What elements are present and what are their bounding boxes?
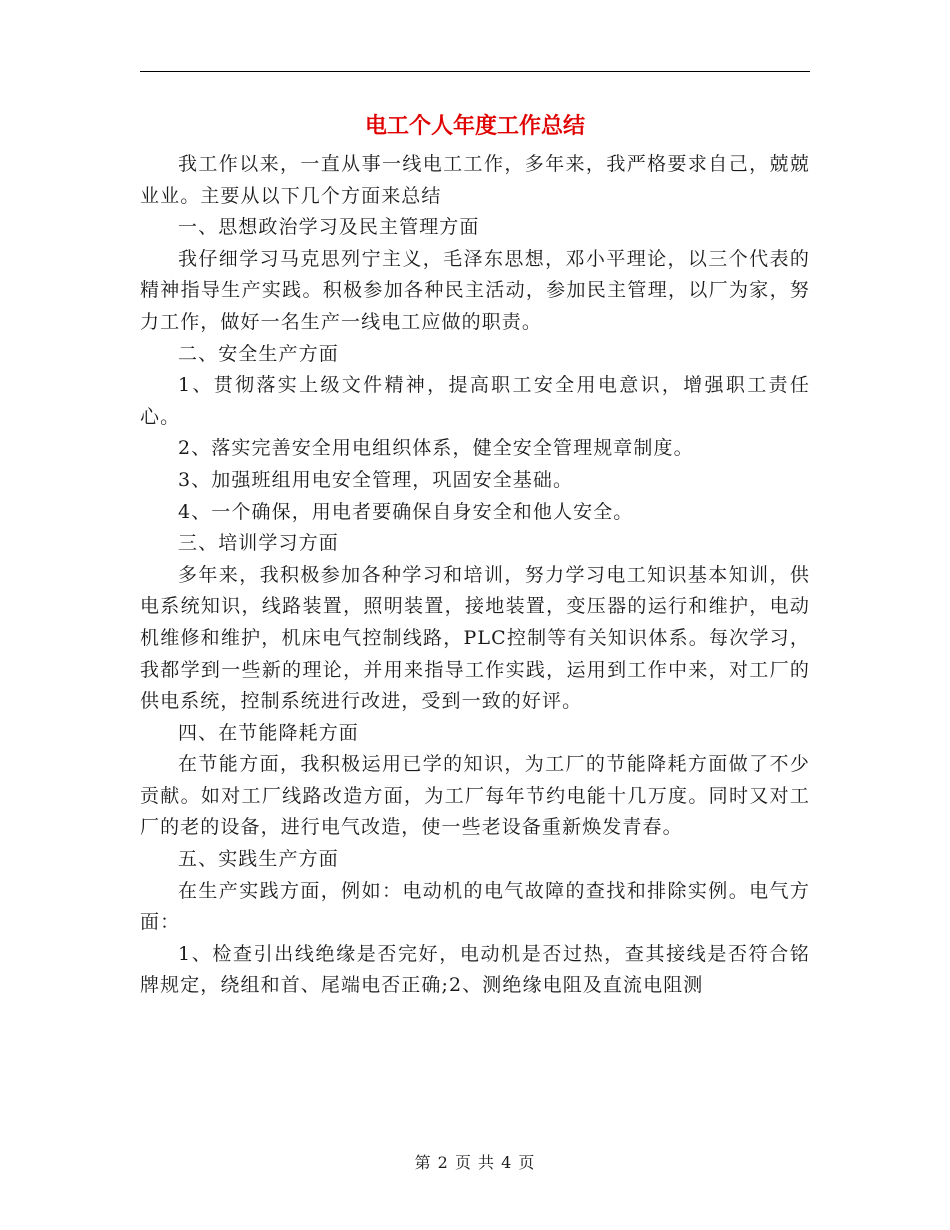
body-paragraph: 在生产实践方面，例如：电动机的电气故障的查找和排除实例。电气方面：: [140, 879, 810, 934]
list-item: 3、加强班组用电安全管理，巩固安全基础。: [178, 468, 574, 491]
body-paragraph: 1、检查引出线绝缘是否完好，电动机是否过热，查其接线是否符合铭牌规定，绕组和首、尾端电否正确;2、测绝缘电阻及直流电阻测: [140, 942, 810, 997]
list-item: 1、贯彻落实上级文件精神，提高职工安全用电意识，增强职工责任心。: [140, 374, 810, 428]
intro-paragraph: 我工作以来，一直从事一线电工工作，多年来，我严格要求自己，兢兢业业。主要从以下几个方面来总结: [140, 153, 810, 207]
section-heading-5: 五、实践生产方面: [178, 848, 339, 871]
section-heading-1: 一、思想政治学习及民主管理方面: [178, 216, 480, 239]
section-heading-2: 二、安全生产方面: [178, 342, 339, 365]
section-heading-4: 四、在节能降耗方面: [178, 721, 359, 744]
body-paragraph: 在节能方面，我积极运用已学的知识，为工厂的节能降耗方面做了不少贡献。如对工厂线路改造方面，为工厂每年节约电能十几万度。同时又对工厂的老的设备，进行电气改造，使一些老设备重新焕发青春。: [140, 753, 810, 839]
body-paragraph: 多年来，我积极参加各种学习和培训，努力学习电工知识基本知训，供电系统知识，线路装置，照明装置，接地装置，变压器的运行和维护，电动机维修和维护，机床电气控制线路，PLC控制等有关知识体系。每次学习，我都学到一些新的理论，并用来指导工作实践，运用到工作中来，对工厂的供电系统，控制系统进行改进，受到一致的好评。: [140, 563, 810, 713]
document-body: [140, 149, 810, 1002]
list-item: 4、一个确保，用电者要确保自身安全和他人安全。: [178, 500, 634, 523]
document-title: 电工个人年度工作总结: [364, 113, 585, 139]
header-rule: [140, 71, 810, 72]
section-heading-3: 三、培训学习方面: [178, 532, 339, 555]
page-footer: 第 2 页 共 4 页: [414, 1153, 536, 1172]
body-paragraph: 我仔细学习马克思列宁主义，毛泽东思想，邓小平理论，以三个代表的精神指导生产实践。积极参加各种民主活动，参加民主管理，以厂为家，努力工作，做好一名生产一线电工应做的职责。: [140, 247, 810, 333]
list-item: 2、落实完善安全用电组织体系，健全安全管理规章制度。: [178, 437, 694, 460]
